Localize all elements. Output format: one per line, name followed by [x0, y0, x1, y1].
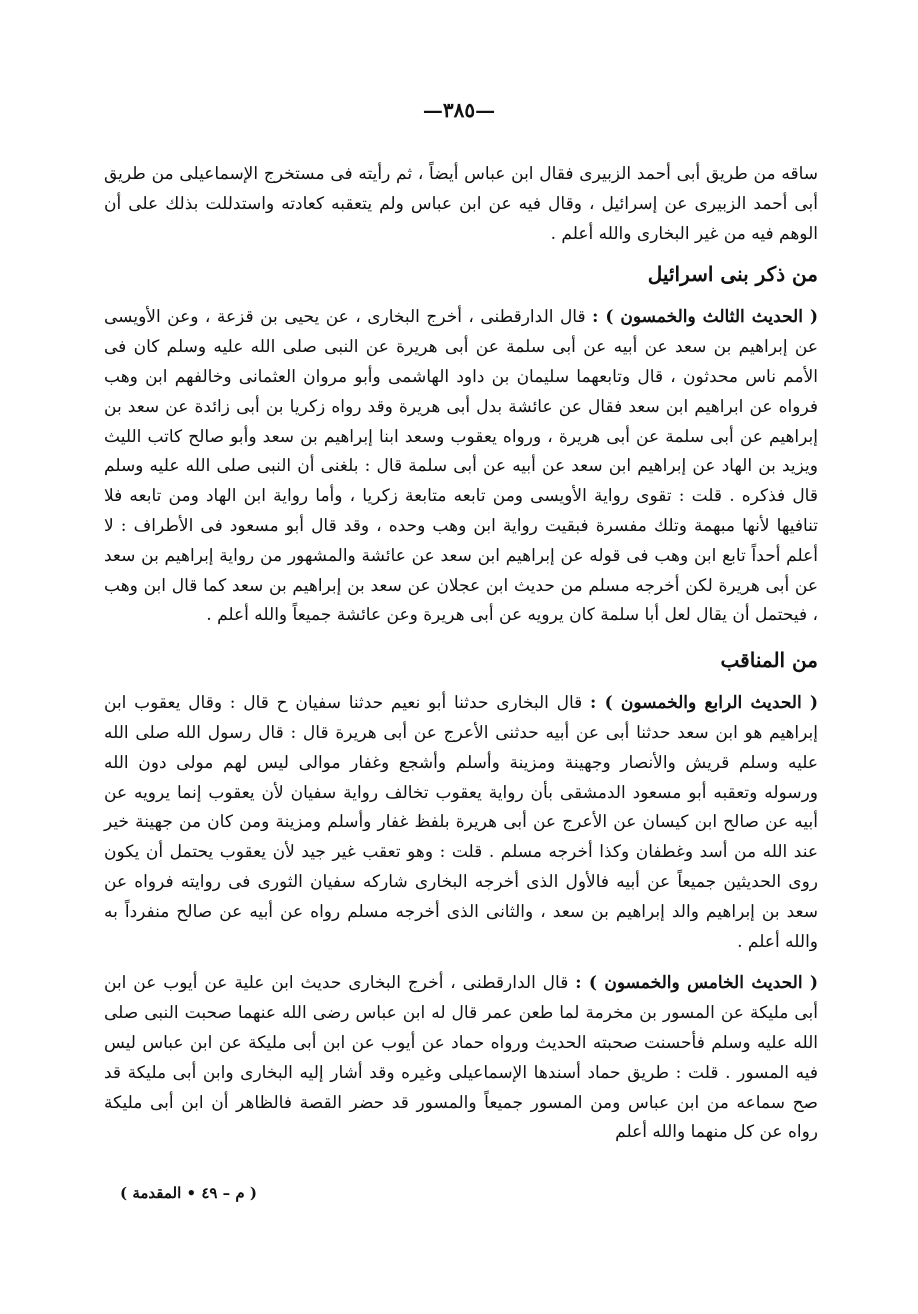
hadith-55-text: قال الدارقطنى ، أخرج البخارى حديث ابن علية عن أيوب عن ابن أبى مليكة عن المسور بن مخرمة لما طعن عمر قال له ابن عباس رضى الله عنهما صحبت النبى صلى الله عليه وسلم فأحسنت صحبته الحديث ورواه حماد عن أيوب عن ابن أبى مليكة عن ابن عباس ليس فيه المسور . قلت : طريق حماد أسندها الإسماعيلى وغيره وقد أشار إليه البخارى وابن أبى مليكة قد صح سماعه من ابن عباس ومن المسور جميعاً والمسور قد حضر القصة فالظاهر أن ابن أبى مليكة رواه عن كل منهما والله أعلم	[104, 973, 818, 1143]
hadith-53-title: ( الحديث الثالث والخمسون ) :	[592, 307, 818, 328]
page-number: —٣٨٥—	[422, 98, 496, 122]
hadith-55-paragraph	[104, 969, 818, 1148]
hadith-54-text: قال البخارى حدثنا أبو نعيم حدثنا سفيان ح قال : وقال يعقوب ابن إبراهيم هو ابن سعد حدثنا أبى عن أبيه حدثنى الأعرج عن أبى هريرة قال : قال رسول الله صلى الله عليه وسلم قريش والأنصار وجهينة ومزينة وأسلم وأشجع وغفار موالى ليس لهم مولى دون الله ورسوله وتعقبه أبو مسعود الدمشقى بأن رواية يعقوب تخالف رواية سفيان لأن يعقوب إنما يرويه عن أبيه عن صالح ابن كيسان عن الأعرج عن أبى هريرة بلفظ غفار وأسلم ومزينة ومن كان من جهينة خير عند الله من أسد وغطفان وكذا أخرجه مسلم . قلت : وهو تعقب غير جيد لأن يعقوب يحتمل أن يكون روى الحديثين جميعاً عن أبيه فالأول الذى أخرجه البخارى شاركه سفيان الثورى فى روايته فرواه عن سعد بن إبراهيم والد إبراهيم بن سعد ، والثانى الذى أخرجه مسلم رواه عن أبيه عن صالح منفرداً به والله أعلم .	[104, 693, 818, 952]
paragraph-gap	[104, 957, 818, 969]
hadith-54-paragraph	[104, 689, 818, 957]
hadith-53-text: قال الدارقطنى ، أخرج البخارى ، عن يحيى بن قزعة ، وعن الأويسى عن إبراهيم بن سعد عن أبيه عن أبى سلمة عن أبى هريرة عن النبى صلى الله عليه وسلم كان فى الأمم ناس محدثون ، قال وتابعهما سليمان بن داود الهاشمى وأبو مروان العثمانى وخالفهم ابن وهب فرواه عن ابراهيم ابن سعد فقال عن عائشة بدل أبى هريرة وقد رواه زكريا بن أبى زائدة عن سعد بن إبراهيم عن أبى سلمة عن أبى هريرة ، ورواه يعقوب وسعد ابنا إبراهيم بن سعد وأبو صالح كاتب الليث ويزيد بن الهاد عن إبراهيم ابن سعد عن أبيه عن أبى سلمة قال : بلغنى أن النبى صلى الله عليه وسلم قال فذكره . قلت : تقوى رواية الأويسى ومن تابعه متابعة زكريا ، وأما رواية ابن الهاد ومن تابعه فلا تنافيها لأنها مبهمة وتلك مفسرة فبقيت رواية ابن وهب وحده ، وقد قال أبو مسعود فى الأطراف : لا أعلم أحداً تابع ابن وهب فى قوله عن إبراهيم ابن سعد عن عائشة والمشهور من رواية إبراهيم بن سعد عن أبى هريرة لكن أخرجه مسلم من حديث ابن عجلان عن سعد بن إبراهيم بن سعد كما قال ابن وهب ، فيحتمل أن يقال لعل أبا سلمة كان يرويه عن أبى هريرة وعن عائشة جميعاً والله أعلم .	[104, 307, 818, 626]
hadith-53-paragraph	[104, 303, 818, 631]
section-heading-bani-israil: من ذكر بنى اسرائيل	[647, 262, 818, 287]
body-text	[104, 160, 818, 1148]
opening-paragraph: ساقه من طريق أبى أحمد الزبيرى فقال ابن عباس أيضاً ، ثم رأيته فى مستخرج الإسماعيلى من طريق أبى أحمد الزبيرى عن إسرائيل ، وقال فيه عن ابن عباس ولم يتعقبه كعادته واستدللت بذلك على أن الوهم فيه من غير البخارى والله أعلم .	[104, 164, 818, 244]
footer-signature: ( م – ٤٩ • المقدمة )	[120, 1184, 257, 1202]
hadith-55-title: ( الحديث الخامس والخمسون ) :	[575, 973, 818, 994]
hadith-54-title: ( الحديث الرابع والخمسون ) :	[590, 693, 819, 714]
section-heading-manaqib: من المناقب	[720, 648, 818, 673]
